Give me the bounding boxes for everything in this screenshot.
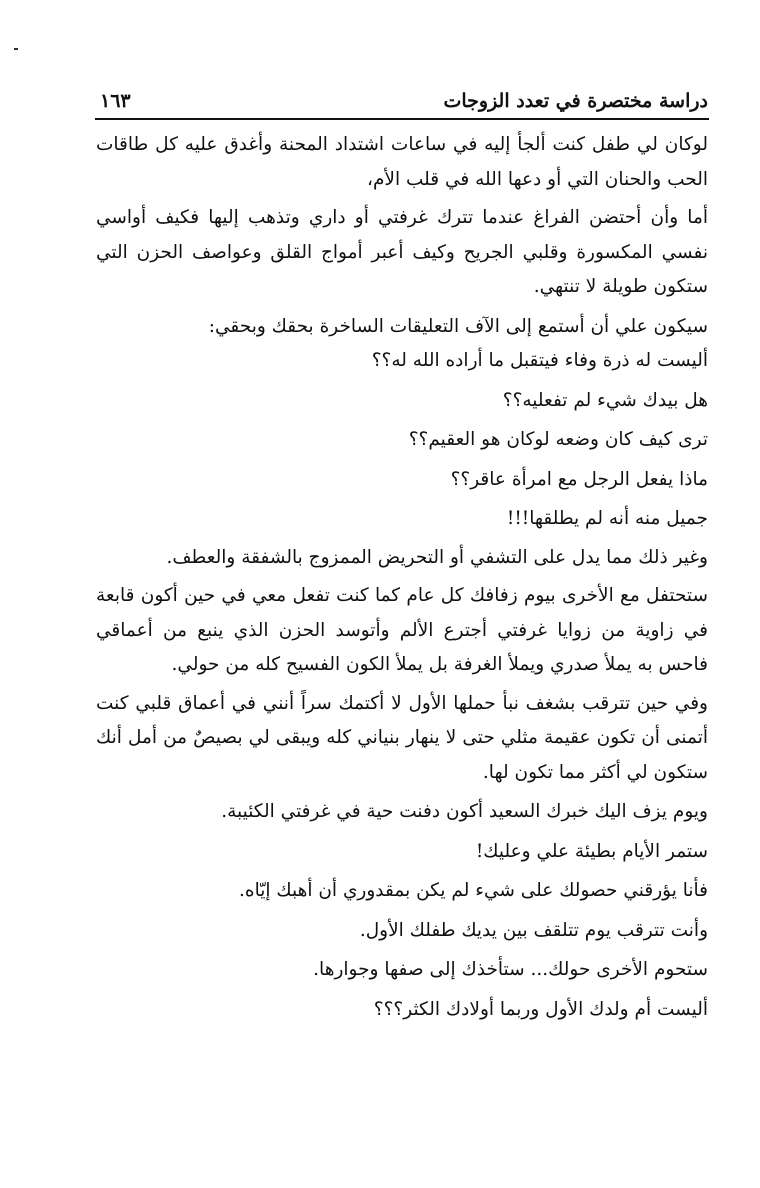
page-number: ١٦٣	[100, 90, 131, 112]
quoted-line: ترى كيف كان وضعه لوكان هو العقيم؟؟	[408, 429, 708, 450]
paragraph: وفي حين تترقب بشغف نبأ حملها الأول لا أكتمك سراً أنني في أعماق قلبي كنت أتمنى أن تكون عقيمة مثلي حتى لا ينهار بنياني كله ويبقى لي بصيصٌ من أمل أنك ستكون لي أكثر مما تكون لها.	[96, 692, 708, 783]
header-rule	[95, 118, 709, 120]
paragraph: ستحتفل مع الأخرى بيوم زفافك كل عام كما كنت تفعل معي في حين أكون قابعة في زاوية من زوايا غرفتي أجترع الألم وأتوسد الحزن الذي ينبع من أعماقي فاحس به يملأ صدري ويملأ الغرفة بل يملأ الكون الفسيح كله من حولي.	[96, 585, 708, 675]
paragraph: أما وأن أحتضن الفراغ عندما تترك غرفتي أو داري وتذهب إليها فكيف أواسي نفسي المكسورة وقلبي الجريح وكيف أعبر أمواج القلق وعواصف الحزن التي ستكون طويلة لا تنتهي.	[96, 207, 708, 297]
page-header	[100, 88, 708, 112]
running-title: دراسة مختصرة في تعدد الزوجات	[443, 90, 708, 112]
paragraph: ستمر الأيام بطيئة علي وعليك!	[475, 840, 708, 862]
quoted-line: أليست له ذرة وفاء فيتقبل ما أراده الله له؟؟	[371, 350, 708, 371]
quoted-line: جميل منه أنه لم يطلقها!!!	[506, 508, 708, 529]
scan-speck	[14, 48, 18, 50]
paragraph: وأنت تترقب يوم تتلقف بين يديك طفلك الأول.	[359, 919, 708, 941]
paragraph: فأنا يؤرقني حصولك على شيء لم يكن بمقدوري أن أهبك إيّاه.	[239, 880, 708, 901]
paragraph: ويوم يزف اليك خبرك السعيد أكون دفنت حية في غرفتي الكئيبة.	[221, 801, 708, 822]
paragraph: ستحوم الأخرى حولك... ستأخذك إلى صفها وجوارها.	[313, 959, 708, 980]
paragraph: لوكان لي طفل كنت ألجأ إليه في ساعات اشتداد المحنة وأغدق عليه كل طاقات الحب والحنان التي أو دعها الله في قلب الأم،	[96, 134, 708, 190]
body-text	[96, 128, 708, 1027]
paragraph: أليست أم ولدك الأول وربما أولادك الكثر؟؟؟	[373, 998, 708, 1020]
quoted-line: ماذا يفعل الرجل مع امرأة عاقر؟؟	[450, 468, 708, 490]
paragraph: سيكون علي أن أستمع إلى الآف التعليقات الساخرة بحقك وبحقي:	[208, 315, 708, 337]
paragraph: وغير ذلك مما يدل على التشفي أو التحريض الممزوج بالشفقة والعطف.	[166, 546, 708, 568]
quoted-line: هل بيدك شيء لم تفعليه؟؟	[502, 389, 708, 411]
